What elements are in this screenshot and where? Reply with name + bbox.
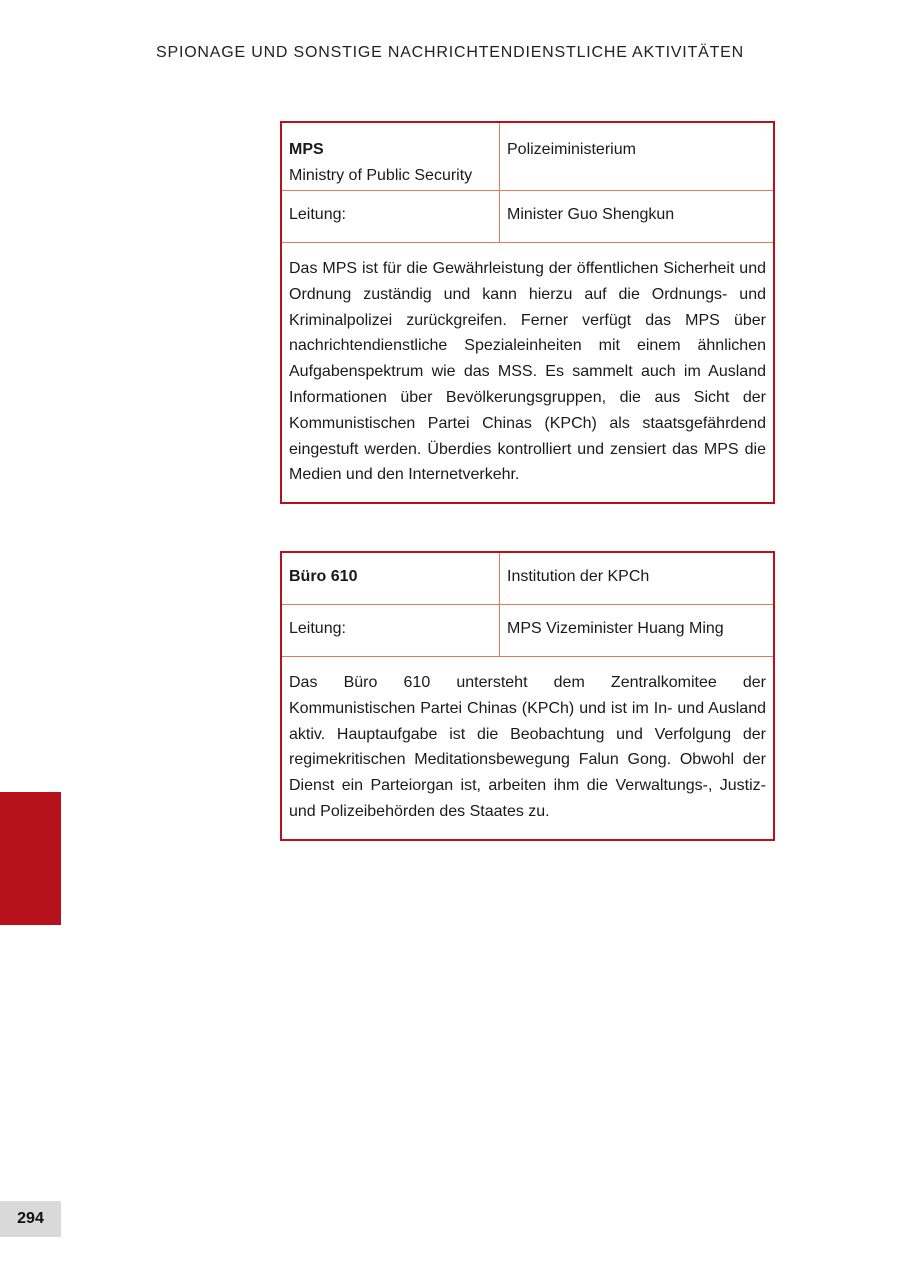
info-box-buero-610 — [280, 551, 775, 841]
info-box-header-row — [282, 123, 773, 191]
leadership-value: MPS Vizeminister Huang Ming — [507, 620, 724, 637]
info-box-leadership-row — [282, 191, 773, 243]
leadership-label: Leitung: — [282, 605, 500, 656]
leadership-label: Leitung: — [282, 191, 500, 242]
leadership-value: Minister Guo Shengkun — [507, 206, 675, 223]
info-box-mps — [280, 121, 775, 504]
agency-name-cell — [282, 553, 500, 604]
agency-abbreviation: Büro 610 — [289, 568, 358, 585]
running-head: SPIONAGE UND SONSTIGE NACHRICHTENDIENSTLICHE AKTIVITÄTEN — [156, 44, 744, 61]
info-box-header-row — [282, 553, 773, 605]
agency-description: Das MPS ist für die Gewährleistung der öffentlichen Sicherheit und Ordnung zuständig und kann hierzu auf die Ordnungs- und Kriminalpolizei zurückgreifen. Ferner verfügt das MPS über nachrichtendienstliche Spezialeinheiten mit einem ähnlichen Aufgabenspektrum wie das MSS. Es sammelt auch im Ausland Informationen über Bevölkerungsgruppen, die aus Sicht der Kommunistischen Partei Chinas (KPCh) als staatsgefährdend eingestuft werden. Überdies kontrolliert und zensiert das MPS die Medien und den Internetverkehr. — [289, 260, 766, 484]
info-box-leadership-row — [282, 605, 773, 657]
page-number: 294 — [0, 1201, 61, 1237]
chapter-side-tab — [0, 792, 61, 925]
agency-name-cell — [282, 123, 500, 190]
agency-type: Polizeiministerium — [507, 141, 636, 158]
agency-type: Institution der KPCh — [507, 568, 650, 585]
agency-description: Das Büro 610 untersteht dem Zentralkomitee der Kommunistischen Partei Chinas (KPCh) und ist im In- und Ausland aktiv. Hauptaufgabe ist die Beobachtung und Verfolgung der regimekritischen Meditationsbewegung Falun Gong. Obwohl der Dienst ein Parteiorgan ist, arbeiten ihm die Verwaltungs-, Justiz- und Polizeibehörden des Staates zu. — [289, 674, 766, 820]
agency-full-name: Ministry of Public Security — [289, 167, 473, 184]
agency-abbreviation: MPS — [289, 141, 324, 158]
